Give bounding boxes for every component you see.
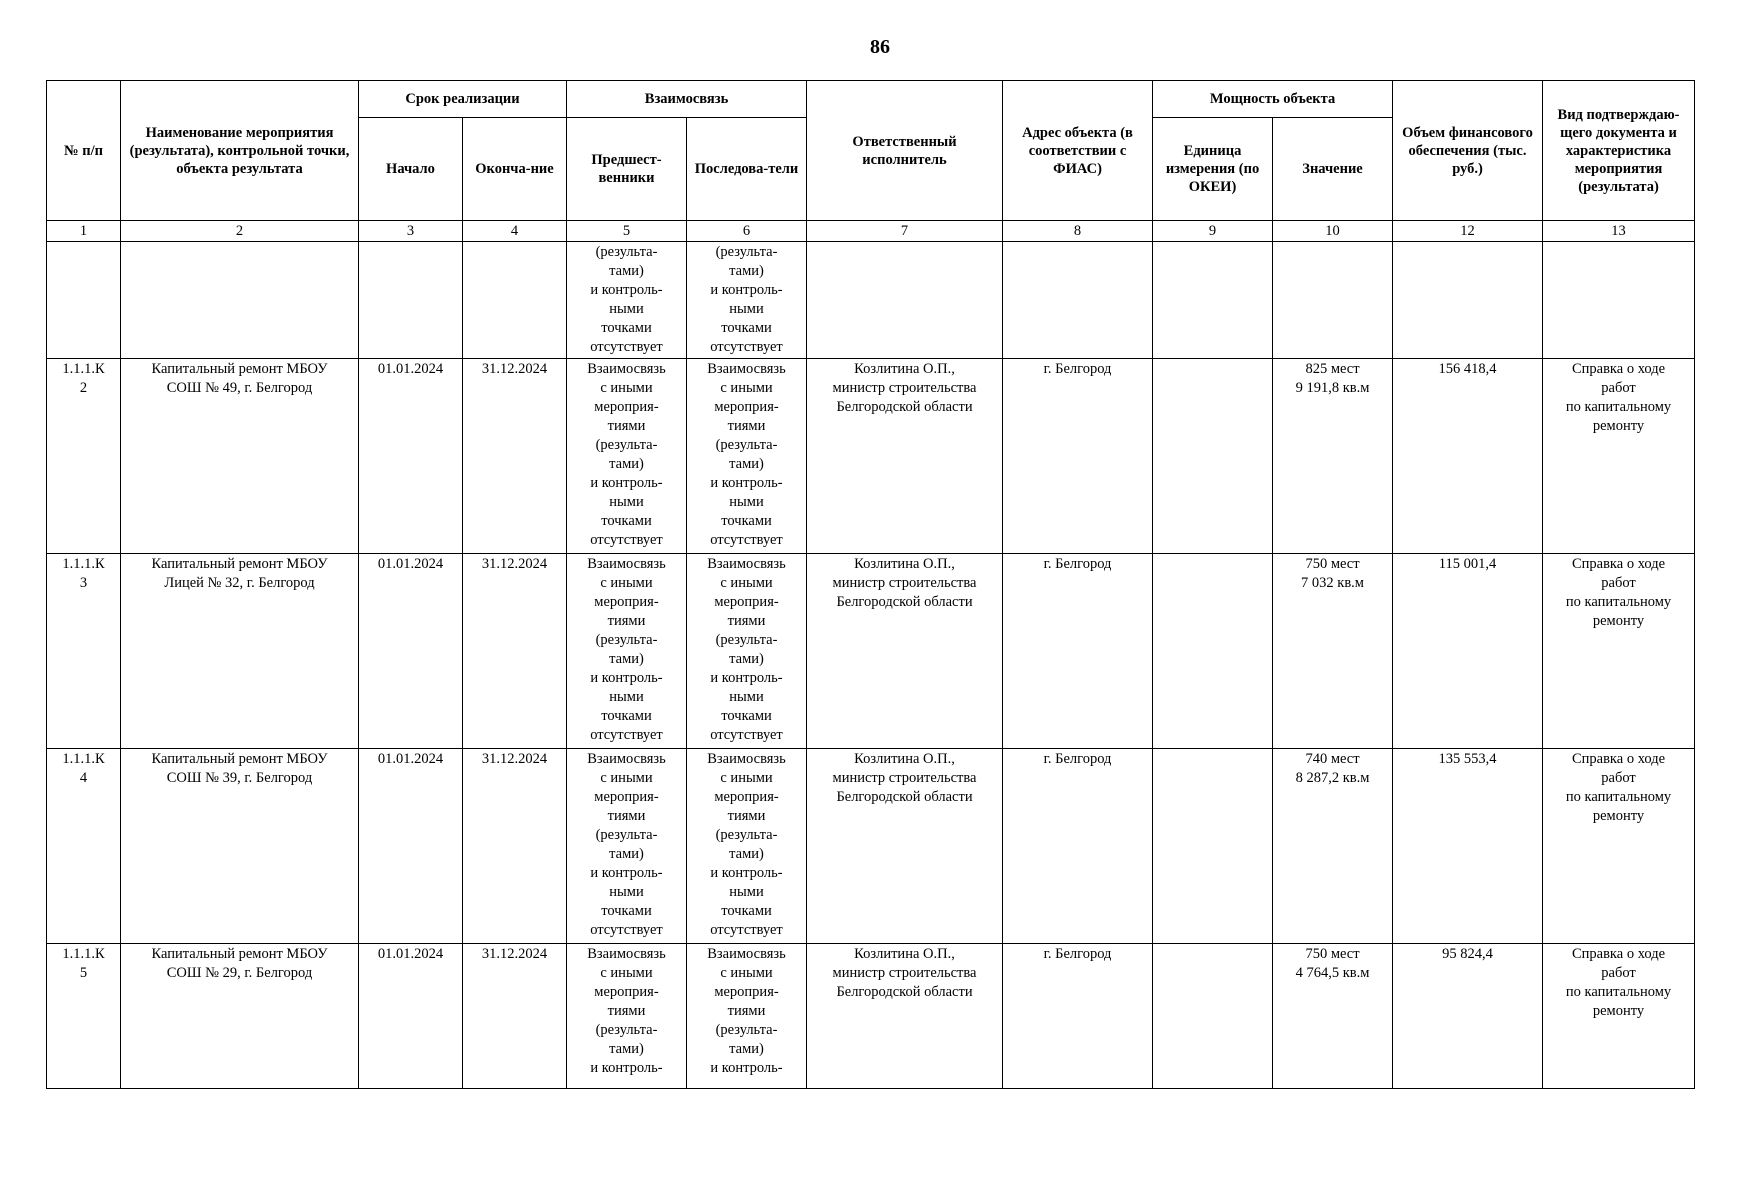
cell-name (121, 944, 359, 1089)
cell-unit (1153, 944, 1273, 1089)
cell-line: Взаимосвязь (707, 361, 786, 377)
cell-line: работ (1601, 380, 1636, 396)
cell-line: Белгородской области (836, 789, 973, 805)
cell-line: тиями (727, 613, 766, 629)
cell-pred (567, 944, 687, 1089)
cell-line: 8 287,2 кв.м (1295, 770, 1370, 786)
cell-line: ными (729, 494, 764, 510)
cell-line: (результа- (595, 632, 658, 648)
cell-line: Капитальный ремонт МБОУ (151, 361, 328, 377)
cell-line: ремонту (1592, 808, 1645, 824)
cell-responsible (807, 749, 1003, 944)
cell-line: отсутствует (710, 922, 783, 938)
cell-line: и контроль- (710, 475, 783, 491)
cell-line: ремонту (1592, 1003, 1645, 1019)
cell-line: 5 (79, 965, 88, 981)
cell-line: отсутствует (590, 532, 663, 548)
column-number: 6 (687, 221, 807, 242)
header-document: Вид подтверждаю-щего документа и характеристика мероприятия (результата) (1543, 81, 1695, 221)
page-number: 86 (870, 36, 890, 58)
cell-line: (результа- (715, 827, 778, 843)
cell-line: Козлитина О.П., (854, 751, 955, 767)
cell-name (121, 749, 359, 944)
cell-line: и контроль- (590, 865, 663, 881)
cell-line: с иными (720, 380, 773, 396)
cell-line: тами) (609, 456, 644, 472)
cell-line: Справка о ходе (1571, 751, 1666, 767)
cell-line: мероприя- (714, 399, 779, 415)
cell-succ (687, 554, 807, 749)
cell-succ (687, 944, 807, 1089)
column-number: 3 (359, 221, 463, 242)
cell-line: мероприя- (714, 984, 779, 1000)
cell-line: ными (609, 301, 644, 317)
cell-line: с иными (720, 575, 773, 591)
cell-line: (результа- (715, 244, 778, 260)
cell-no (47, 359, 121, 554)
header-value: Значение (1273, 118, 1393, 221)
cell-line: 4 (79, 770, 88, 786)
cell-line: отсутствует (590, 339, 663, 355)
cell-line: и контроль- (590, 282, 663, 298)
cell-line: мероприя- (594, 399, 659, 415)
cell-start: 01.01.2024 (359, 554, 463, 749)
cell-line: тами) (729, 846, 764, 862)
cell-line: ными (609, 494, 644, 510)
cell-start: 01.01.2024 (359, 749, 463, 944)
plan-table (46, 80, 1695, 1089)
cell-address: г. Белгород (1003, 944, 1153, 1089)
continuation-successors (687, 242, 807, 359)
cell-line: министр строительства (832, 770, 977, 786)
continuation-row (47, 242, 1695, 359)
cell-line: Козлитина О.П., (854, 946, 955, 962)
cell-line: (результа- (595, 437, 658, 453)
cell-line: тами) (609, 651, 644, 667)
cell-line: министр строительства (832, 380, 977, 396)
cell-line: ными (729, 884, 764, 900)
cell-line: тиями (727, 418, 766, 434)
cell-line: (результа- (715, 437, 778, 453)
cell-line: тами) (729, 1041, 764, 1057)
cell-line: и контроль- (590, 1060, 663, 1076)
cell-line: 825 мест (1305, 361, 1360, 377)
cell-line: Белгородской области (836, 984, 973, 1000)
cell-line: точками (721, 320, 772, 336)
table-row (47, 554, 1695, 749)
cell-start: 01.01.2024 (359, 359, 463, 554)
cell-line: (результа- (715, 1022, 778, 1038)
column-number: 5 (567, 221, 687, 242)
table-row (47, 749, 1695, 944)
cell-document (1543, 554, 1695, 749)
cell-address: г. Белгород (1003, 359, 1153, 554)
cell-line: (результа- (595, 827, 658, 843)
cell-line: по капитальному (1565, 399, 1672, 415)
cell-line: Взаимосвязь (587, 946, 666, 962)
cell-no (47, 554, 121, 749)
header-funding: Объем финансового обеспечения (тыс. руб.) (1393, 81, 1543, 221)
cell-line: 1.1.1.К (62, 361, 105, 377)
column-number: 10 (1273, 221, 1393, 242)
cell-document (1543, 944, 1695, 1089)
cell-address: г. Белгород (1003, 749, 1153, 944)
cell-line: по капитальному (1565, 984, 1672, 1000)
cell-value (1273, 359, 1393, 554)
header-name: Наименование мероприятия (результата), контрольной точки, объекта результата (121, 81, 359, 221)
cell-line: 1.1.1.К (62, 751, 105, 767)
cell-no (47, 749, 121, 944)
cell-line: с иными (720, 770, 773, 786)
column-number: 12 (1393, 221, 1543, 242)
cell-line: по капитальному (1565, 594, 1672, 610)
cell-line: Взаимосвязь (707, 751, 786, 767)
cell-line: СОШ № 29, г. Белгород (166, 965, 313, 981)
cell-line: с иными (600, 770, 653, 786)
cell-line: тами) (729, 651, 764, 667)
cell-funding: 115 001,4 (1393, 554, 1543, 749)
cell-pred (567, 749, 687, 944)
cell-line: СОШ № 49, г. Белгород (166, 380, 313, 396)
cell-line: и контроль- (710, 670, 783, 686)
cell-line: Взаимосвязь (707, 556, 786, 572)
cell-line: Козлитина О.П., (854, 556, 955, 572)
cell-start: 01.01.2024 (359, 944, 463, 1089)
cell-line: отсутствует (710, 727, 783, 743)
header-address: Адрес объекта (в соответствии с ФИАС) (1003, 81, 1153, 221)
cell-line: тами) (729, 263, 764, 279)
cell-responsible (807, 554, 1003, 749)
cell-line: тиями (727, 808, 766, 824)
cell-line: СОШ № 39, г. Белгород (166, 770, 313, 786)
cell-line: мероприя- (594, 594, 659, 610)
cell-line: мероприя- (594, 984, 659, 1000)
cell-funding: 95 824,4 (1393, 944, 1543, 1089)
column-number: 2 (121, 221, 359, 242)
cell-document (1543, 359, 1695, 554)
cell-line: Справка о ходе (1571, 556, 1666, 572)
cell-name (121, 554, 359, 749)
cell-line: Капитальный ремонт МБОУ (151, 556, 328, 572)
cell-unit (1153, 359, 1273, 554)
cell-address: г. Белгород (1003, 554, 1153, 749)
cell-line: ными (609, 689, 644, 705)
cell-responsible (807, 944, 1003, 1089)
cell-responsible (807, 359, 1003, 554)
header-end: Оконча-ние (463, 118, 567, 221)
header-no: № п/п (47, 81, 121, 221)
cell-line: и контроль- (590, 475, 663, 491)
cell-line: 7 032 кв.м (1301, 575, 1364, 591)
cell-line: отсутствует (710, 339, 783, 355)
header-predecessors: Предшест-венники (567, 118, 687, 221)
cell-line: тиями (607, 808, 646, 824)
cell-value (1273, 944, 1393, 1089)
cell-line: тиями (607, 418, 646, 434)
table-row (47, 944, 1695, 1089)
continuation-predecessors (567, 242, 687, 359)
cell-line: 4 764,5 кв.м (1295, 965, 1370, 981)
cell-line: с иными (600, 380, 653, 396)
cell-line: (результа- (595, 244, 658, 260)
cell-line: министр строительства (832, 575, 977, 591)
cell-line: точками (601, 708, 652, 724)
cell-line: отсутствует (590, 922, 663, 938)
cell-line: и контроль- (590, 670, 663, 686)
cell-line: точками (721, 708, 772, 724)
cell-line: точками (601, 320, 652, 336)
header-capacity: Мощность объекта (1153, 81, 1393, 118)
cell-line: (результа- (595, 1022, 658, 1038)
cell-line: работ (1601, 575, 1636, 591)
cell-line: работ (1601, 770, 1636, 786)
cell-unit (1153, 749, 1273, 944)
cell-end: 31.12.2024 (463, 749, 567, 944)
cell-end: 31.12.2024 (463, 359, 567, 554)
cell-line: Белгородской области (836, 594, 973, 610)
cell-line: тами) (609, 846, 644, 862)
cell-line: Справка о ходе (1571, 361, 1666, 377)
cell-funding: 156 418,4 (1393, 359, 1543, 554)
cell-line: 750 мест (1305, 946, 1360, 962)
cell-line: отсутствует (710, 532, 783, 548)
header-relation: Взаимосвязь (567, 81, 807, 118)
cell-line: тиями (607, 613, 646, 629)
column-number: 4 (463, 221, 567, 242)
cell-line: тами) (609, 1041, 644, 1057)
cell-end: 31.12.2024 (463, 554, 567, 749)
cell-line: мероприя- (714, 789, 779, 805)
cell-line: с иными (600, 575, 653, 591)
cell-line: Взаимосвязь (587, 361, 666, 377)
cell-line: и контроль- (710, 282, 783, 298)
cell-unit (1153, 554, 1273, 749)
cell-line: Капитальный ремонт МБОУ (151, 751, 328, 767)
cell-line: 750 мест (1305, 556, 1360, 572)
cell-line: Козлитина О.П., (854, 361, 955, 377)
cell-line: Белгородской области (836, 399, 973, 415)
cell-line: и контроль- (710, 1060, 783, 1076)
header-successors: Последова-тели (687, 118, 807, 221)
cell-line: точками (601, 903, 652, 919)
cell-line: 9 191,8 кв.м (1295, 380, 1370, 396)
cell-line: Справка о ходе (1571, 946, 1666, 962)
column-numbers-row (47, 221, 1695, 242)
cell-value (1273, 554, 1393, 749)
column-number: 9 (1153, 221, 1273, 242)
cell-line: Взаимосвязь (707, 946, 786, 962)
cell-line: тами) (609, 263, 644, 279)
cell-line: отсутствует (590, 727, 663, 743)
cell-succ (687, 749, 807, 944)
cell-line: 740 мест (1305, 751, 1360, 767)
cell-line: тами) (729, 456, 764, 472)
cell-succ (687, 359, 807, 554)
cell-line: работ (1601, 965, 1636, 981)
cell-line: точками (721, 513, 772, 529)
cell-line: с иными (720, 965, 773, 981)
cell-line: по капитальному (1565, 789, 1672, 805)
cell-line: ными (729, 689, 764, 705)
header-unit: Единица измерения (по ОКЕИ) (1153, 118, 1273, 221)
column-number: 1 (47, 221, 121, 242)
column-number: 7 (807, 221, 1003, 242)
cell-line: ремонту (1592, 418, 1645, 434)
cell-pred (567, 359, 687, 554)
column-number: 13 (1543, 221, 1695, 242)
cell-line: точками (601, 513, 652, 529)
cell-line: мероприя- (714, 594, 779, 610)
cell-line: ными (729, 301, 764, 317)
cell-line: точками (721, 903, 772, 919)
cell-line: Взаимосвязь (587, 556, 666, 572)
cell-line: с иными (600, 965, 653, 981)
cell-line: 2 (79, 380, 88, 396)
cell-line: министр строительства (832, 965, 977, 981)
cell-pred (567, 554, 687, 749)
cell-line: тиями (727, 1003, 766, 1019)
cell-end: 31.12.2024 (463, 944, 567, 1089)
cell-funding: 135 553,4 (1393, 749, 1543, 944)
cell-line: 1.1.1.К (62, 946, 105, 962)
table-row (47, 359, 1695, 554)
cell-line: 1.1.1.К (62, 556, 105, 572)
cell-line: 3 (79, 575, 88, 591)
cell-line: (результа- (715, 632, 778, 648)
cell-no (47, 944, 121, 1089)
cell-line: Лицей № 32, г. Белгород (164, 575, 315, 591)
cell-line: ными (609, 884, 644, 900)
header-period: Срок реализации (359, 81, 567, 118)
header-responsible: Ответственный исполнитель (807, 81, 1003, 221)
cell-value (1273, 749, 1393, 944)
column-number: 8 (1003, 221, 1153, 242)
cell-line: и контроль- (710, 865, 783, 881)
cell-name (121, 359, 359, 554)
cell-line: Взаимосвязь (587, 751, 666, 767)
cell-line: тиями (607, 1003, 646, 1019)
cell-line: Капитальный ремонт МБОУ (151, 946, 328, 962)
cell-document (1543, 749, 1695, 944)
header-start: Начало (359, 118, 463, 221)
cell-line: мероприя- (594, 789, 659, 805)
cell-line: ремонту (1592, 613, 1645, 629)
